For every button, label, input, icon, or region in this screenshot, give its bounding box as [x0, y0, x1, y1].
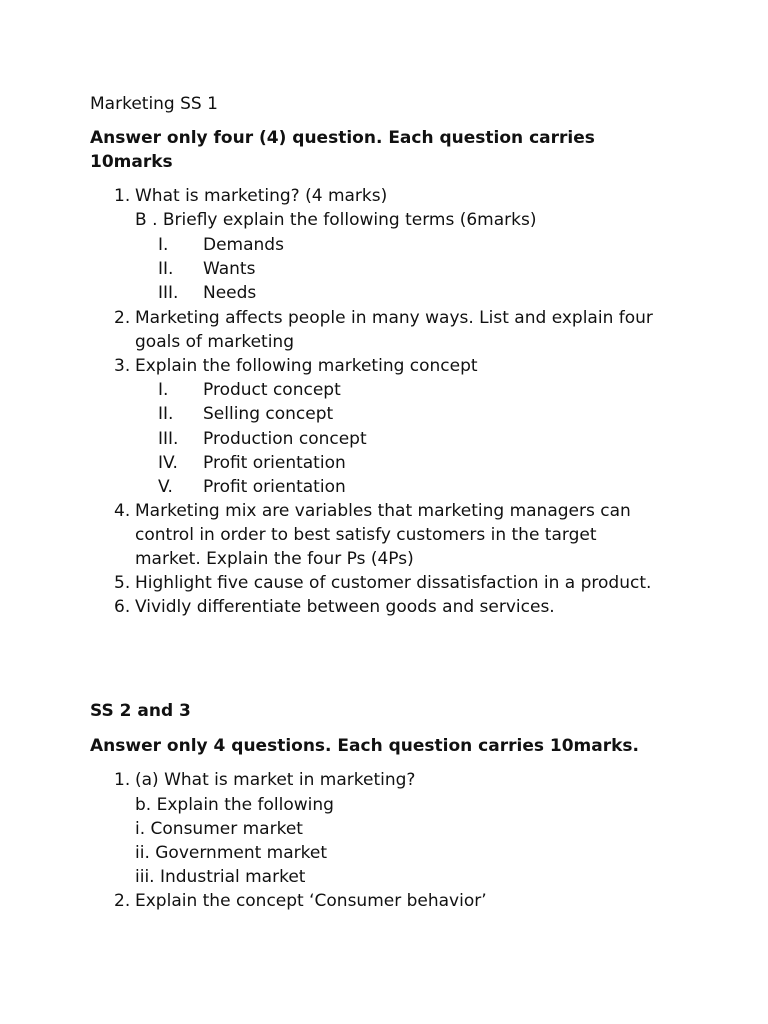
- q5-text: Highlight five cause of customer dissatisfaction in a product.: [135, 573, 652, 593]
- q1-item-number: II.: [158, 259, 174, 279]
- q1-number: 1.: [114, 186, 131, 206]
- q1-item-text: Needs: [203, 283, 257, 303]
- q4-text-line1: Marketing mix are variables that marketing managers can: [135, 501, 631, 521]
- q4-text-line2: control in order to best satisfy customers in the target: [135, 525, 597, 545]
- q2-text-line1: Marketing affects people in many ways. List and explain four: [135, 308, 653, 328]
- section2-instruction: Answer only 4 questions. Each question carries 10marks.: [90, 736, 639, 756]
- q3-item-text: Product concept: [203, 380, 341, 400]
- s2-q2-text: Explain the concept ‘Consumer behavior’: [135, 891, 487, 911]
- q6-text: Vividly differentiate between goods and services.: [135, 597, 555, 617]
- q4-number: 4.: [114, 501, 131, 521]
- q4-text-line3: market. Explain the four Ps (4Ps): [135, 549, 414, 569]
- s2-q1-item: iii. Industrial market: [135, 867, 306, 887]
- s2-q1-item: ii. Government market: [135, 843, 328, 863]
- section1-instruction-line1: Answer only four (4) question. Each question carries: [90, 128, 595, 148]
- q2-number: 2.: [114, 308, 131, 328]
- q3-item-text: Profit orientation: [203, 477, 346, 497]
- s2-q2-number: 2.: [114, 891, 131, 911]
- q3-item-number: I.: [158, 380, 169, 400]
- section2-title: SS 2 and 3: [90, 701, 191, 721]
- q3-item-number: V.: [158, 477, 173, 497]
- q3-item-text: Production concept: [203, 429, 367, 449]
- q1-sub: B . Briefly explain the following terms (6marks): [135, 210, 537, 230]
- section1-title: Marketing SS 1: [90, 94, 218, 114]
- q3-item-number: IV.: [158, 453, 178, 473]
- q6-number: 6.: [114, 597, 131, 617]
- q3-item-number: II.: [158, 404, 174, 424]
- q1-item-text: Wants: [203, 259, 256, 279]
- q5-number: 5.: [114, 573, 131, 593]
- s2-q1-sub: b. Explain the following: [135, 795, 334, 815]
- q3-item-text: Selling concept: [203, 404, 334, 424]
- q2-text-line2: goals of marketing: [135, 332, 295, 352]
- q1-item-number: III.: [158, 283, 179, 303]
- q1-item-number: I.: [158, 235, 169, 255]
- section1-instruction-line2: 10marks: [90, 152, 173, 172]
- q1-item-text: Demands: [203, 235, 284, 255]
- q3-text: Explain the following marketing concept: [135, 356, 478, 376]
- q3-item-text: Profit orientation: [203, 453, 346, 473]
- q1-text: What is marketing? (4 marks): [135, 186, 388, 206]
- q3-item-number: III.: [158, 429, 179, 449]
- s2-q1-text: (a) What is market in marketing?: [135, 770, 416, 790]
- s2-q1-item: i. Consumer market: [135, 819, 303, 839]
- q3-number: 3.: [114, 356, 131, 376]
- s2-q1-number: 1.: [114, 770, 131, 790]
